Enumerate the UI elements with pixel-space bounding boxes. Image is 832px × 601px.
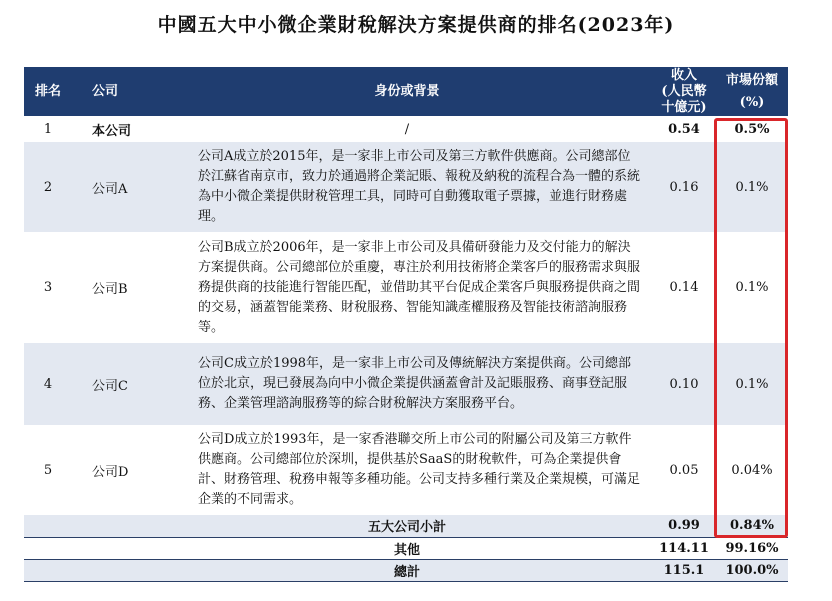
company-cell: 公司D [92, 464, 129, 480]
others-share: 99.16% [716, 537, 788, 559]
page-title: 中國五大中小微企業財稅解決方案提供商的排名(2023年) [157, 14, 675, 36]
company-cell: 公司C [92, 378, 128, 394]
total-label: 總計 [162, 559, 652, 581]
others-revenue: 114.11 [652, 537, 716, 559]
total-revenue: 115.1 [652, 559, 716, 581]
subtotal-label: 五大公司小計 [162, 515, 652, 537]
company-cell: 公司B [92, 282, 128, 297]
table-row [24, 425, 788, 515]
ranking-table [24, 67, 788, 582]
others-label: 其他 [162, 537, 652, 559]
share-cell: 0.5% [734, 121, 770, 137]
subtotal-revenue: 0.99 [652, 515, 716, 537]
share-cell: 0.04% [731, 462, 773, 478]
revenue-cell: 0.05 [669, 462, 699, 478]
company-cell: 公司A [92, 181, 128, 197]
header-background: 身份或背景 [162, 67, 652, 116]
table-row [24, 116, 788, 142]
header-rank: 排名 [24, 67, 72, 116]
share-cell: 0.1% [735, 376, 769, 392]
others-row [24, 537, 788, 559]
rank-cell: 3 [43, 280, 53, 295]
revenue-cell: 0.54 [668, 121, 700, 137]
company-cell: 本公司 [92, 123, 132, 139]
header-revenue: 收入 (人民幣 十億元) [652, 67, 716, 116]
subtotal-share: 0.84% [716, 515, 788, 537]
share-cell: 0.1% [735, 179, 769, 195]
table-row [24, 232, 788, 343]
rank-cell: 4 [43, 376, 53, 392]
rank-cell: 1 [43, 121, 53, 137]
table-row [24, 343, 788, 425]
header-market-share: 市場份額 (%) [716, 67, 788, 116]
total-share: 100.0% [716, 559, 788, 581]
background-cell: 公司A成立於2015年，是一家非上市公司及第三方軟件供應商。公司總部位於江蘇省南京市，致力於通過將企業記賬、報稅及納稅的流程合為一體的系統為中小微企業提供財稅管理工具，同時可自動獲取電子票據，並進行財務處理。 [198, 149, 641, 224]
background-cell: 公司D成立於1993年，是一家香港聯交所上市公司的附屬公司及第三方軟件供應商。公司總部位於深圳，提供基於SaaS的財稅軟件，可為企業提供會計、財務管理、稅務申報等多種功能。公司支持多種行業及企業規模，可滿足企業的不同需求。 [198, 432, 641, 507]
background-cell: / [404, 121, 410, 137]
background-cell: 公司C成立於1998年，是一家非上市公司及傳統解決方案提供商。公司總部位於北京，現已發展為向中小微企業提供涵蓋會計及記賬服務、商事登記服務、企業管理諮詢服務等的綜合財稅解決方案服務平台。 [198, 356, 632, 411]
total-row [24, 559, 788, 581]
rank-cell: 2 [43, 179, 53, 195]
subtotal-row [24, 515, 788, 537]
background-cell: 公司B成立於2006年，是一家非上市公司及具備研發能力及交付能力的解決方案提供商。公司總部位於重慶，專注於利用技術將企業客戶的服務需求與服務提供商的技能進行智能匹配，並借助其平台促成企業客戶與服務提供商之間的交易，涵蓋智能業務、財稅服務、智能知識產權服務及智能技術諮詢服務等。 [198, 239, 641, 335]
revenue-cell: 0.16 [669, 179, 699, 195]
revenue-cell: 0.14 [669, 280, 699, 295]
rank-cell: 5 [43, 462, 53, 478]
share-cell: 0.1% [735, 280, 769, 295]
header-company: 公司 [72, 67, 162, 116]
table-row [24, 142, 788, 232]
revenue-cell: 0.10 [669, 376, 699, 392]
